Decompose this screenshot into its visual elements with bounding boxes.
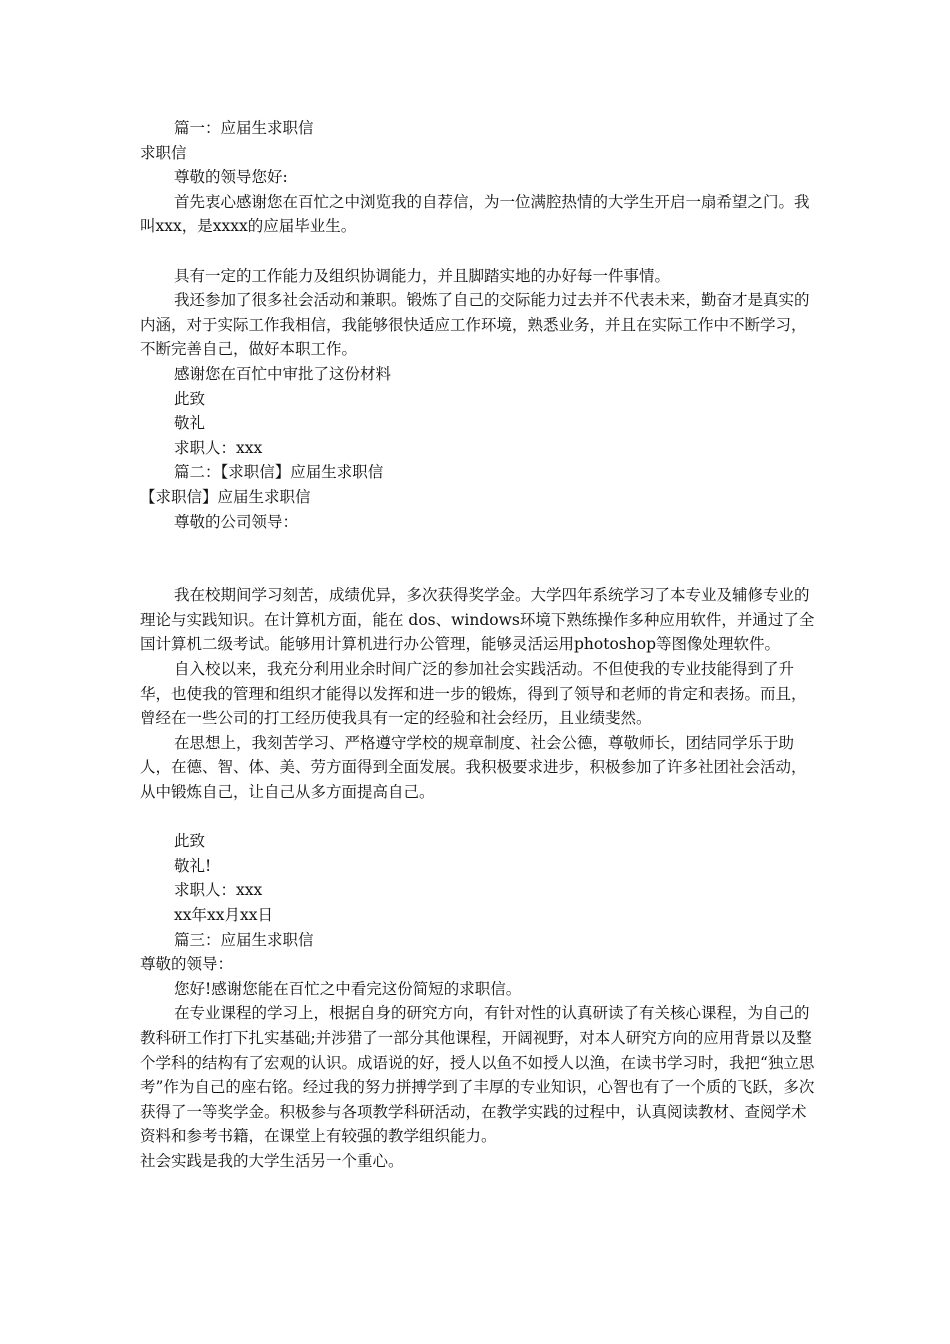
letter3-heading: 篇三：应届生求职信 xyxy=(174,930,314,949)
letter3-paragraph-3: 社会实践是我的大学生活另一个重心。 xyxy=(140,1151,404,1170)
letter3-paragraph-2: 在专业课程的学习上，根据自身的研究方向，有针对性的认真研读了有关核心课程，为自己的教科研工作打下扎实基础;并涉猎了一部分其他课程，开阔视野，对本人研究方向的应用背景以及整个学科的结构有了宏观的认识。成语说的好，授人以鱼不如授人以渔，在读书学习时，我把“独立思考”作为自己的座右铭。经过我的努力拼搏学到了丰厚的专业知识，心智也有了一个质的飞跃，多次获得了一等奖学金。积极参与各项教学科研活动，在教学实践的过程中，认真阅读教材、查阅学术资料和参考书籍，在课堂上有较强的教学组织能力。 xyxy=(140,1004,815,1146)
letter2-date: xx年xx月xx日 xyxy=(174,906,273,924)
letter2-signature: 求职人：xxx xyxy=(174,881,263,900)
letter2-paragraph-2: 自入校以来，我充分利用业余时间广泛的参加社会实践活动。不但使我的专业技能得到了升华，也使我的管理和组织才能得以发挥和进一步的锻炼，得到了领导和老师的肯定和表扬。而且，曾经在一些公司的打工经历使我具有一定的经验和社会经历，且业绩斐然。 xyxy=(140,660,807,728)
spacer xyxy=(140,534,816,583)
letter1-signature: 求职人：xxx xyxy=(174,438,263,457)
letter2-salutation: 尊敬的公司领导： xyxy=(174,512,299,531)
letter3-salutation: 尊敬的领导： xyxy=(140,955,234,974)
letter2-closing-1: 此致 xyxy=(174,832,206,851)
letter2-closing-2: 敬礼! xyxy=(174,856,212,875)
letter2-title: 【求职信】应届生求职信 xyxy=(140,487,311,506)
letter3-paragraph-1: 您好!感谢您能在百忙之中看完这份简短的求职信。 xyxy=(174,979,522,998)
document-body xyxy=(140,116,816,1174)
letter2-paragraph-3: 在思想上，我刻苦学习、严格遵守学校的规章制度、社会公德，尊敬师长，团结同学乐于助人，在德、智、体、美、劳方面得到全面发展。我积极要求进步，积极参加了许多社团社会活动，从中锻炼自己，让自己从多方面提高自己。 xyxy=(140,733,807,802)
letter1-paragraph-3: 我还参加了很多社会活动和兼职。锻炼了自己的交际能力过去并不代表未来，勤奋才是真实的内涵，对于实际工作我相信，我能够很快适应工作环境，熟悉业务，并且在实际工作中不断学习，不断完善自己，做好本职工作。 xyxy=(140,291,810,359)
letter1-paragraph-1: 首先衷心感谢您在百忙之中浏览我的自荐信，为一位满腔热情的大学生开启一扇希望之门。我叫xxx，是xxxx的应届毕业生。 xyxy=(140,192,810,236)
letter1-paragraph-2: 具有一定的工作能力及组织协调能力，并且脚踏实地的办好每一件事情。 xyxy=(174,266,671,285)
letter1-paragraph-4: 感谢您在百忙中审批了这份材料 xyxy=(174,364,392,383)
letter1-salutation: 尊敬的领导您好: xyxy=(174,168,288,187)
letter2-heading: 篇二：【求职信】应届生求职信 xyxy=(174,463,384,482)
letter1-title: 求职信 xyxy=(140,143,187,162)
letter2-paragraph-1: 我在校期间学习刻苦，成绩优异，多次获得奖学金。大学四年系统学习了本专业及辅修专业的理论与实践知识。在计算机方面，能在 dos、windows环境下熟练操作多种应用软件，并通过了全国计算机二级考试。能够用计算机进行办公管理，能够灵活运用photoshop等图像处理软件。 xyxy=(140,586,815,654)
letter1-heading: 篇一：应届生求职信 xyxy=(174,119,314,137)
spacer xyxy=(140,239,816,264)
letter1-closing-2: 敬礼 xyxy=(174,414,206,433)
letter1-closing-1: 此致 xyxy=(174,389,206,408)
spacer xyxy=(140,805,816,830)
